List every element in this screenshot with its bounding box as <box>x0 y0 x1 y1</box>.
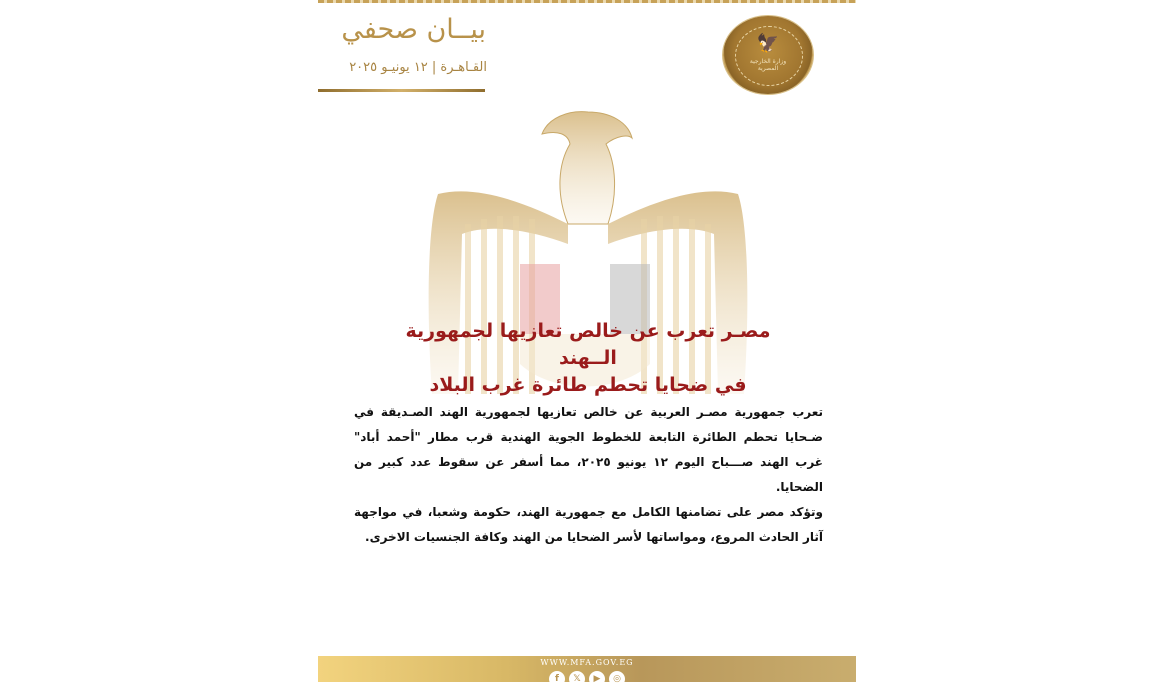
top-decorative-rule <box>318 0 856 3</box>
seal-text: وزارة الخارجية المصرية <box>749 58 787 72</box>
paragraph-text: وتؤكد مصر على تضامنها الكامل مع جمهورية الهند، حكومة وشعبا، في مواجهة آثار الحادث المروع، ومواساتها لأسر الضحايا من الهند وكافة الجنسيات الاخرى. <box>354 505 823 544</box>
press-release-page <box>318 0 856 682</box>
eagle-icon: 🦅 <box>756 33 780 54</box>
x-icon[interactable]: 𝕏 <box>569 671 585 687</box>
release-date: القـاهـرة | ١٢ يونيـو ٢٠٢٥ <box>349 60 487 75</box>
headline-line-2: في ضحايا تحطم طائرة غرب البلاد <box>429 374 747 396</box>
ministry-seal-logo <box>723 16 813 94</box>
paragraph-text: تعرب جمهورية مصـر العربية عن خالص تعازيها لجمهورية الهند الصـديقة في ضـحايا تحطم الطائرة التابعة للخطوط الجوية الهندية قرب مطار "أحمد أباد" غرب الهند صـــباح اليوم ١٢ يونيو ٢٠٢٥، مما أسفر عن سقوط عدد كبير من الضحايا. <box>354 405 824 494</box>
body-paragraph-2 <box>354 500 823 550</box>
headline <box>378 318 798 399</box>
website-url[interactable]: WWW.MFA.GOV.EG <box>540 658 634 667</box>
page-title: بيــان صحفي <box>341 14 486 45</box>
facebook-icon[interactable]: f <box>549 671 565 687</box>
body-paragraph-1 <box>354 400 823 500</box>
footer-bar <box>318 656 856 682</box>
title-underline <box>318 89 485 92</box>
youtube-icon[interactable]: ▶ <box>589 671 605 687</box>
headline-line-1: مصـر تعرب عن خالص تعازيها لجمهورية الــهند <box>405 320 771 369</box>
instagram-icon[interactable]: ◎ <box>609 671 625 687</box>
